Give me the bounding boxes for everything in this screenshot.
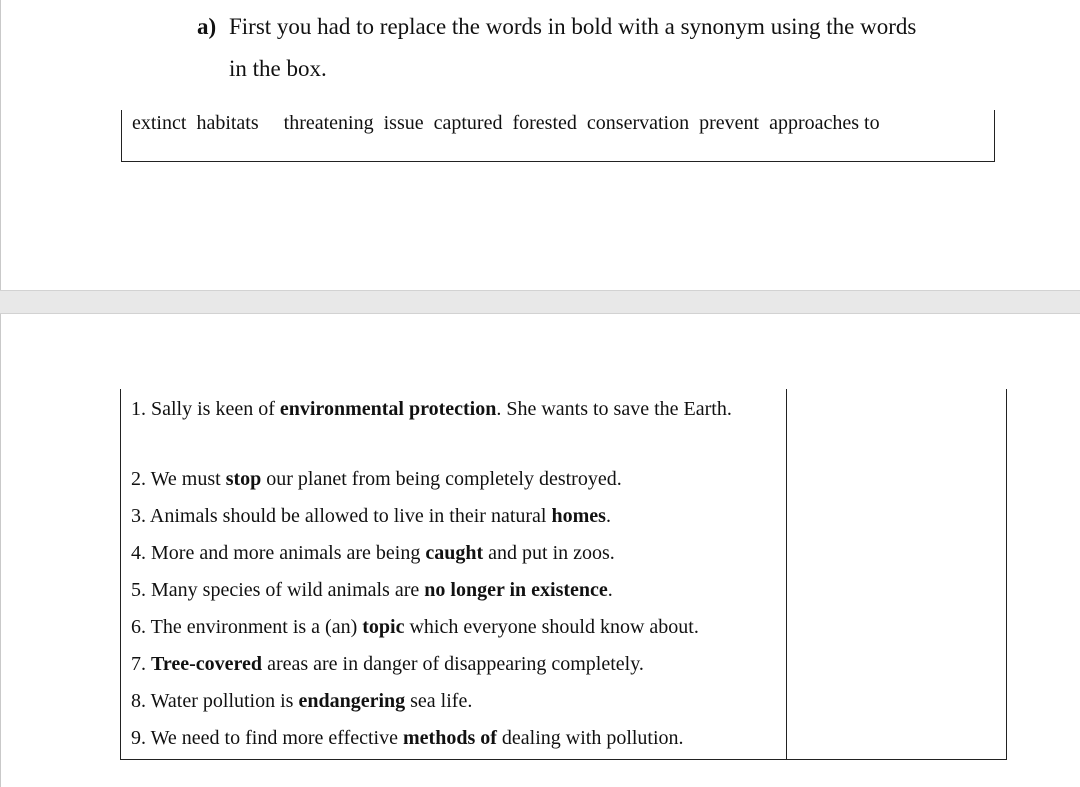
answer-cell[interactable]: [787, 574, 1007, 611]
bold-phrase: environmental protection: [279, 398, 497, 420]
word-box-item: approaches to: [769, 112, 880, 134]
word-box: [121, 110, 995, 162]
exercise-marker: a): [197, 14, 217, 39]
exercise-instruction: [197, 6, 1017, 90]
bold-phrase: stop: [225, 468, 262, 490]
answer-cell[interactable]: [787, 500, 1007, 537]
sentence-text: our planet from being completely destroyed.: [261, 468, 622, 490]
sentence-text: sea life.: [405, 690, 473, 712]
table-row: [121, 648, 1007, 685]
bold-phrase: topic: [362, 616, 405, 638]
answer-cell[interactable]: [787, 463, 1007, 500]
word-box-item: prevent: [699, 112, 760, 134]
answer-cell[interactable]: [787, 537, 1007, 574]
answer-cell[interactable]: [787, 611, 1007, 648]
sentence-cell: [121, 389, 787, 463]
sentence-text: 1. Sally is keen of: [131, 398, 280, 420]
sentence-text: areas are in danger of disappearing completely.: [262, 653, 644, 675]
bold-phrase: methods of: [403, 727, 497, 749]
sentence-text: and put in zoos.: [483, 542, 615, 564]
sentence-text: 4. More and more animals are being: [131, 542, 426, 564]
sentence-text: which everyone should know about.: [404, 616, 699, 638]
sentence-cell: [121, 611, 787, 648]
sentence-cell: [121, 648, 787, 685]
sentence-text: .: [607, 579, 613, 601]
sentence-text: dealing with pollution.: [496, 727, 684, 749]
word-box-item: conservation: [586, 112, 690, 134]
page-1: [0, 0, 1080, 290]
instruction-line-2: in the box.: [229, 56, 327, 81]
instruction-text-1: First you had to replace the words in bold with a synonym using the words: [229, 14, 917, 39]
word-box-item: extinct: [132, 112, 187, 134]
bold-phrase: Tree-covered: [151, 653, 263, 675]
sentence-text: .: [605, 505, 611, 527]
sentence-cell: [121, 574, 787, 611]
sentence-cell: [121, 500, 787, 537]
sentence-text: 6. The environment is a (an): [131, 616, 363, 638]
table-row: [121, 537, 1007, 574]
page-separator: [0, 290, 1080, 314]
table-row: [121, 500, 1007, 537]
sentence-text: 5. Many species of wild animals are: [131, 579, 425, 601]
table-row: [121, 574, 1007, 611]
word-box-item: habitats: [196, 112, 259, 134]
table-row: [121, 463, 1007, 500]
bold-phrase: no longer in existence: [424, 579, 608, 601]
table-row: [121, 389, 1007, 463]
bold-phrase: endangering: [298, 690, 406, 712]
sentence-cell: [121, 537, 787, 574]
sentence-text: . She wants to save the Earth.: [496, 398, 732, 420]
answer-cell[interactable]: [787, 722, 1007, 760]
instruction-line-1: [197, 6, 1017, 48]
sentence-cell: [121, 463, 787, 500]
sentence-cell: [121, 685, 787, 722]
sentence-text: 3. Animals should be allowed to live in their natural: [131, 505, 552, 527]
table-row: [121, 685, 1007, 722]
table-row: [121, 611, 1007, 648]
word-box-item: forested: [512, 112, 577, 134]
sentence-table: [120, 389, 1007, 760]
bold-phrase: homes: [551, 505, 606, 527]
table-row: [121, 722, 1007, 760]
sentence-text: 9. We need to find more effective: [131, 727, 403, 749]
bold-phrase: caught: [425, 542, 484, 564]
sentence-text: 8. Water pollution is: [131, 690, 299, 712]
answer-cell[interactable]: [787, 648, 1007, 685]
sentence-text: 2. We must: [131, 468, 226, 490]
word-box-item: issue: [383, 112, 424, 134]
word-box-item: threatening: [283, 112, 374, 134]
sentence-cell: [121, 722, 787, 760]
sentence-text: 7.: [131, 653, 151, 675]
word-box-item: captured: [433, 112, 503, 134]
answer-cell[interactable]: [787, 685, 1007, 722]
answer-cell[interactable]: [787, 389, 1007, 463]
